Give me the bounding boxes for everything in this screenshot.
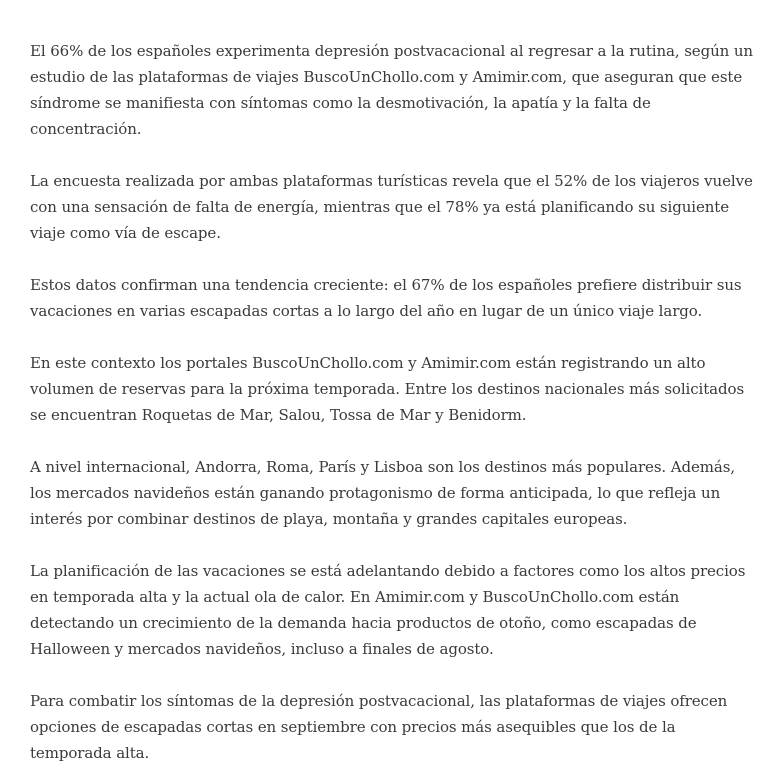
paragraph-4: En este contexto los portales BuscoUnChollo.com y Amimir.com están registrando un alto volumen de reservas para la próxima temporada. Entre los destinos nacionales más solicitados se encuentran Roquetas de Mar, Salou, Tossa de Mar y Benidorm.	[30, 354, 745, 424]
paragraph-6: La planificación de las vacaciones se está adelantando debido a factores como los altos precios en temporada alta y la actual ola de calor. En Amimir.com y BuscoUnChollo.com están detectando un crecimiento de la demanda hacia productos de otoño, como escapadas de Halloween y mercados navideños, incluso a finales de agosto.	[30, 562, 746, 658]
paragraph-5: A nivel internacional, Andorra, Roma, París y Lisboa son los destinos más populares. Además, los mercados navideños están ganando protagonismo de forma anticipada, lo que refleja un interés por combinar destinos de playa, montaña y grandes capitales europeas.	[30, 458, 735, 528]
paragraph-1: El 66% de los españoles experimenta depresión postvacacional al regresar a la rutina, según un estudio de las plataformas de viajes BuscoUnChollo.com y Amimir.com, que aseguran que este síndrome se manifiesta con síntomas como la desmotivación, la apatía y la falta de concentración.	[30, 42, 753, 138]
paragraph-2: La encuesta realizada por ambas plataformas turísticas revela que el 52% de los viajeros vuelve con una sensación de falta de energía, mientras que el 78% ya está planificando su siguiente viaje como vía de escape.	[30, 172, 753, 242]
paragraph-7: Para combatir los síntomas de la depresión postvacacional, las plataformas de viajes ofrecen opciones de escapadas cortas en septiembre con precios más asequibles que los de la temporada alta.	[30, 692, 728, 762]
paragraph-3: Estos datos confirman una tendencia creciente: el 67% de los españoles prefiere distribuir sus vacaciones en varias escapadas cortas a lo largo del año en lugar de un único viaje largo.	[30, 276, 742, 320]
